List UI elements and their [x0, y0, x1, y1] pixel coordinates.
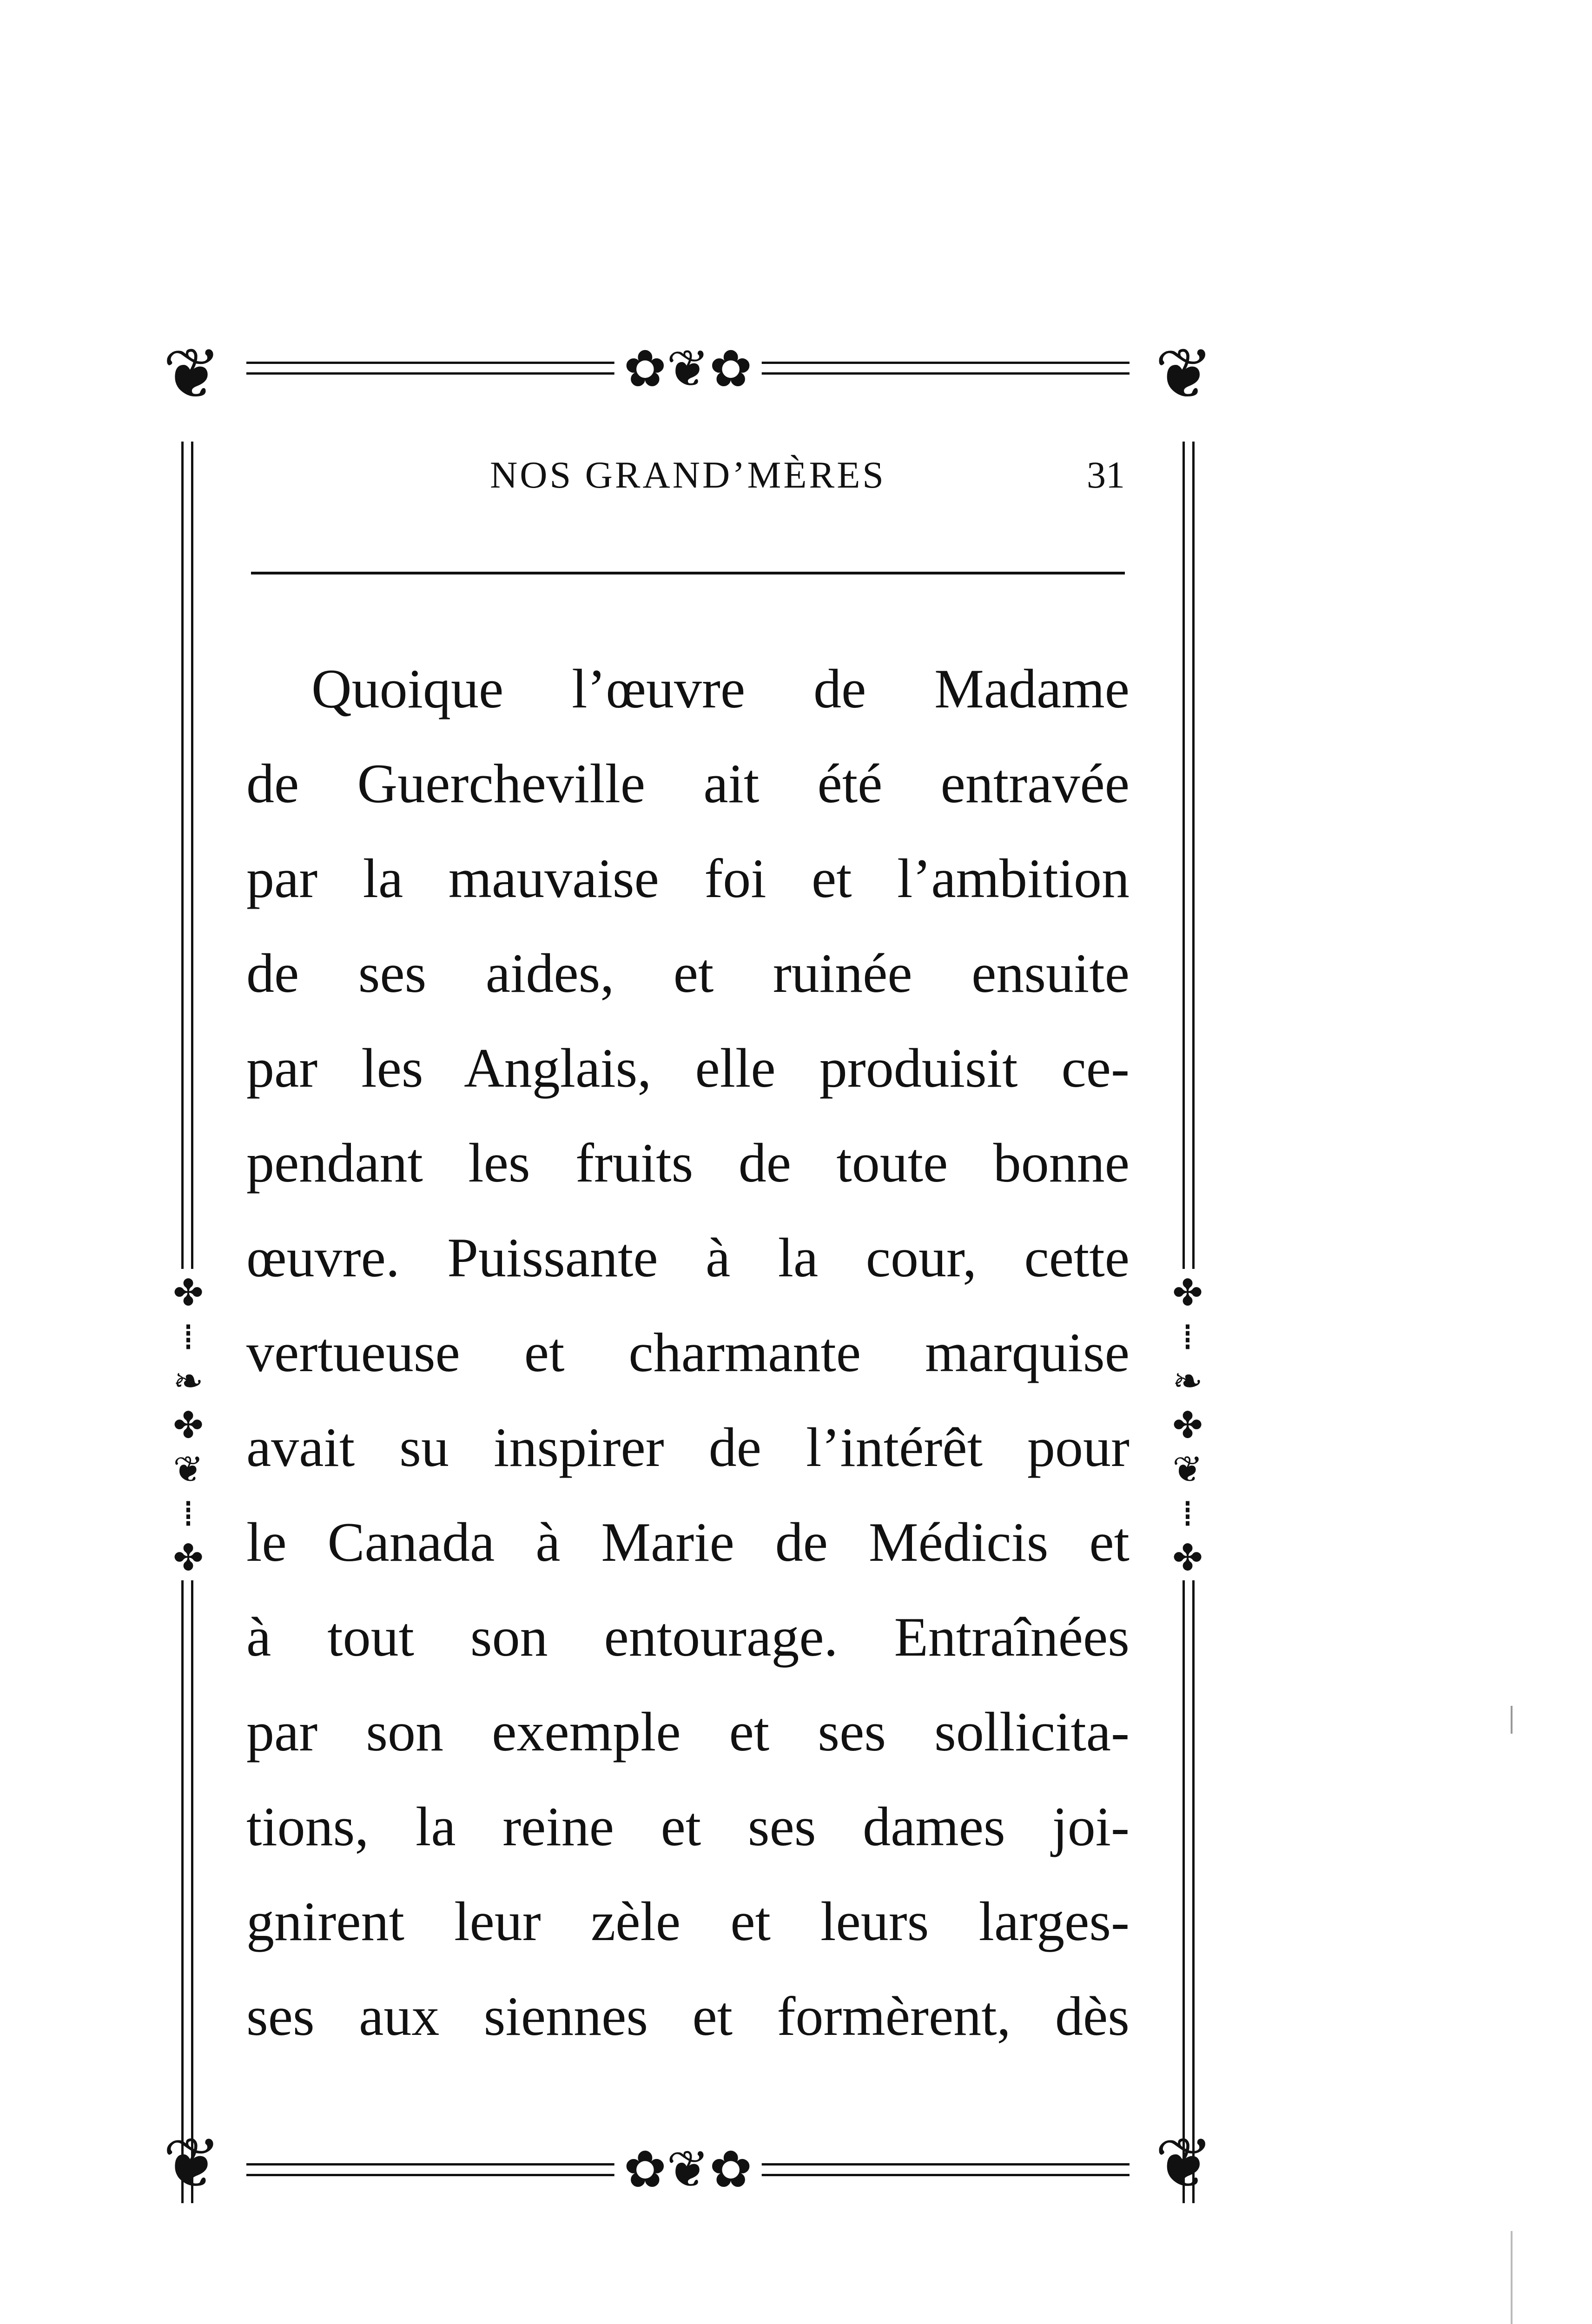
text-line: de Guercheville ait été entravée: [246, 753, 1130, 814]
decorative-border: [163, 334, 1213, 2204]
text-line: vertueuse et charmante marquise: [246, 1321, 1130, 1383]
text-line: gnirent leur zèle et leurs larges-: [246, 1890, 1130, 1952]
running-title: NOS GRAND’MÈRES: [490, 454, 886, 496]
floral-corner-icon: ❦: [163, 2123, 221, 2204]
header-divider: [251, 572, 1125, 574]
ink-speck: [1511, 2231, 1513, 2324]
scroll-flourish-icon: ✿❦✿: [614, 2144, 762, 2195]
vine-chain-icon: ✤ ⁞ ❧ ✤ ❦ ⁞ ✤: [167, 1271, 209, 1580]
text-line: tions, la reine et ses dames joi-: [246, 1796, 1130, 1857]
text-line: de ses aides, et ruinée ensuite: [246, 942, 1130, 1004]
border-right-rule-upper: [1182, 442, 1195, 1269]
text-line: Quoique l’œuvre de Madame: [311, 658, 1130, 720]
text-line: à tout son entourage. Entraînées: [246, 1606, 1130, 1668]
floral-corner-icon: ❦: [163, 334, 221, 415]
running-head: [251, 453, 1125, 504]
text-line: par la mauvaise foi et l’ambition: [246, 847, 1130, 909]
body-text: [246, 641, 1130, 2064]
text-line: par son exemple et ses sollicita-: [246, 1701, 1130, 1763]
text-line: œuvre. Puissante à la cour, cette: [246, 1227, 1130, 1288]
border-left-rule-upper: [181, 442, 193, 1269]
text-line: ses aux siennes et formèrent, dès: [246, 1985, 1130, 2047]
text-line: par les Anglais, elle produisit ce-: [246, 1037, 1130, 1099]
floral-corner-icon: ❦: [1155, 2123, 1213, 2204]
vine-chain-icon: ✤ ⁞ ❧ ✤ ❦ ⁞ ✤: [1167, 1271, 1209, 1580]
scroll-flourish-icon: ✿❦✿: [614, 343, 762, 394]
border-left-rule-lower: [181, 1478, 193, 2203]
text-line: avait su inspirer de l’intérêt pour: [246, 1416, 1130, 1478]
floral-corner-icon: ❦: [1155, 334, 1213, 415]
border-right-rule-lower: [1182, 1478, 1195, 2203]
page-number: 31: [1087, 454, 1125, 496]
text-line: pendant les fruits de toute bonne: [246, 1132, 1130, 1194]
text-line: le Canada à Marie de Médicis et: [246, 1511, 1130, 1573]
ink-speck: [1511, 1706, 1513, 1734]
